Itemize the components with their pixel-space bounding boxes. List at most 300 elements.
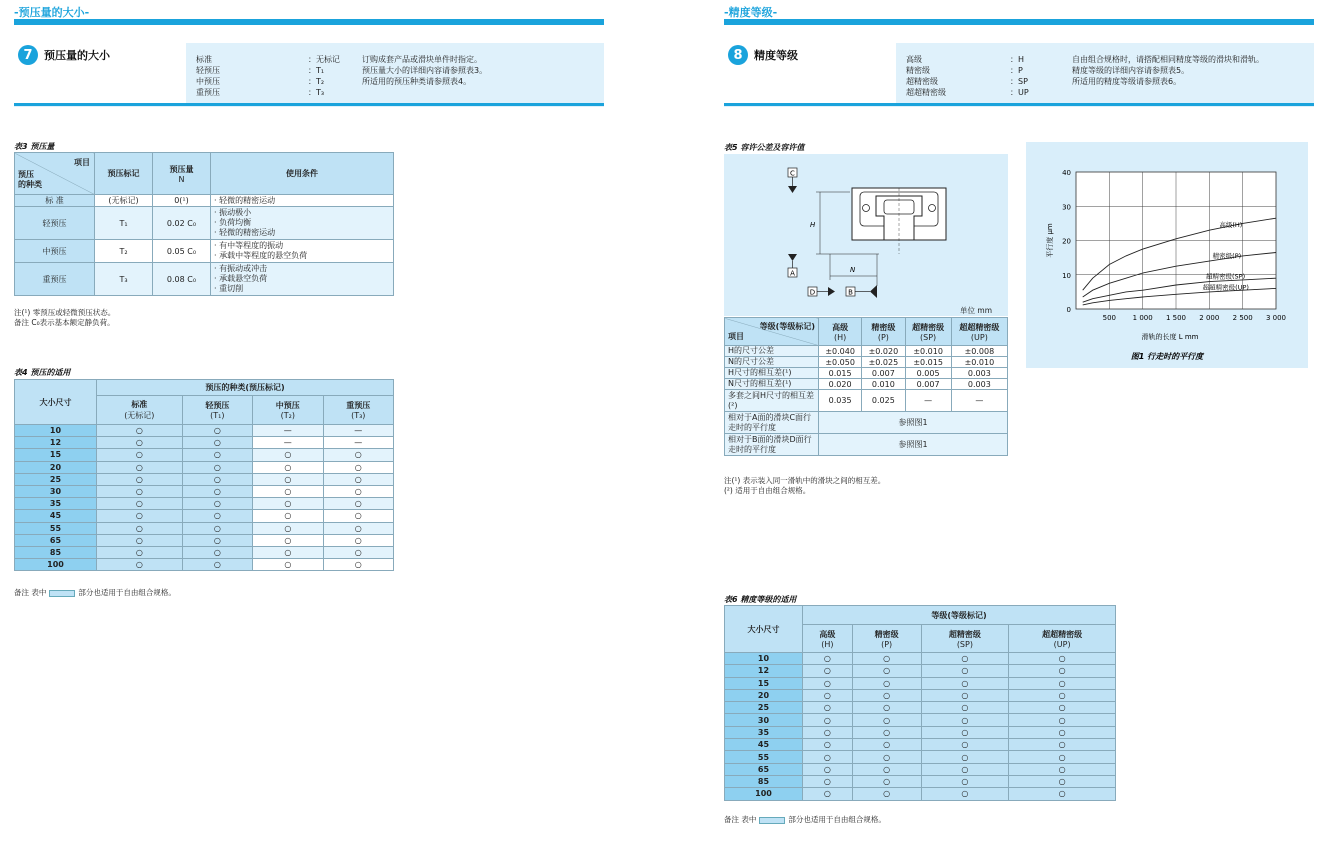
applicability-cell: ○ (1009, 739, 1116, 751)
series-label: 超精密级(SP) (1206, 272, 1246, 281)
applicability-cell: ○ (852, 775, 921, 787)
applicability-cell: ○ (97, 534, 183, 546)
applicability-cell: ○ (97, 485, 183, 497)
legend-swatch (49, 590, 75, 597)
section-number-badge: 7 (18, 45, 38, 65)
table6-title: 表6 精度等级的适用 (724, 595, 797, 604)
table-row (15, 240, 394, 263)
size-cell: 65 (725, 763, 803, 775)
tolerance-value: 0.007 (905, 379, 951, 390)
table-row (15, 510, 394, 522)
applicability-cell: ○ (1009, 702, 1116, 714)
x-tick-label: 3 000 (1265, 314, 1287, 322)
table3-cond (211, 240, 394, 263)
table5-note1: 注(¹) 表示装入同一滑轨中的滑块之间的相互差。 (724, 476, 886, 485)
applicability-cell: ○ (323, 534, 393, 546)
tolerance-value: 0.025 (862, 390, 905, 412)
col-name: 中预压 (275, 401, 300, 410)
applicability-cell: ○ (921, 726, 1009, 738)
parallelism-ref: 参照图1 (819, 434, 1008, 456)
applicability-cell: ○ (182, 461, 252, 473)
table6-col-head (852, 625, 921, 653)
table-row (725, 434, 1008, 456)
table6-col-head (803, 625, 853, 653)
applicability-cell: ○ (253, 449, 323, 461)
table3-kind: 标 准 (15, 195, 95, 207)
col-code: (SP) (956, 639, 973, 649)
table3-preload (14, 152, 394, 296)
section-underline (14, 103, 604, 106)
tolerance-value: 0.035 (819, 390, 862, 412)
table3-mark: T₂ (95, 240, 153, 263)
size-cell: 10 (15, 425, 97, 437)
table-row (725, 714, 1116, 726)
table6-head-size: 大小尺寸 (725, 606, 803, 653)
table5-corner-header (725, 318, 819, 346)
applicability-cell: ○ (921, 677, 1009, 689)
datum-c-arrow (788, 186, 797, 193)
table-row (725, 368, 1008, 379)
applicability-cell: ○ (97, 437, 183, 449)
x-tick-label: 2 000 (1199, 314, 1220, 322)
table5-note2: (²) 适用于自由组合规格。 (724, 486, 811, 495)
size-cell: 35 (725, 726, 803, 738)
applicability-cell: ○ (921, 653, 1009, 665)
tolerance-value: ±0.040 (819, 346, 862, 357)
applicability-cell: ○ (1009, 751, 1116, 763)
section-box-accuracy (724, 43, 1314, 107)
size-cell: 30 (725, 714, 803, 726)
size-cell: 65 (15, 534, 97, 546)
y-tick-label: 40 (1062, 169, 1071, 177)
applicability-cell: ○ (182, 522, 252, 534)
table5-unit: 单位 mm (960, 306, 992, 315)
applicability-cell: ○ (253, 473, 323, 485)
col-name: 超精密级 (948, 629, 981, 639)
size-cell: 85 (15, 546, 97, 558)
table3-head-mark: 预压标记 (95, 153, 153, 195)
table3-mark: (无标记) (95, 195, 153, 207)
applicability-cell: ○ (97, 510, 183, 522)
table3-amount: 0.08 C₀ (153, 263, 211, 296)
section-number-badge: 8 (728, 45, 748, 65)
remark-prefix: 备注 表中 (724, 815, 757, 824)
applicability-cell: — (323, 425, 393, 437)
datum-d-label: D (809, 288, 816, 297)
col-code: (P) (877, 332, 889, 342)
applicability-cell: ○ (921, 775, 1009, 787)
figure1-caption: 图1 行走时的平行度 (1130, 352, 1204, 361)
dim-h-label: H (810, 221, 816, 229)
x-tick-label: 1 000 (1132, 314, 1153, 322)
table-row (15, 449, 394, 461)
right-page (724, 0, 1318, 842)
tolerance-value: ±0.008 (951, 346, 1007, 357)
applicability-cell: ○ (182, 510, 252, 522)
table3-kind: 中预压 (15, 240, 95, 263)
cond-line: · 重切削 (214, 284, 244, 293)
applicability-cell: ○ (323, 546, 393, 558)
applicability-cell: ○ (323, 498, 393, 510)
table5-col-head (905, 318, 951, 346)
table5-head-grade: 等级(等级标记) (759, 322, 815, 331)
section-heading (14, 43, 186, 67)
y-axis-label: 平行度 μm (1046, 223, 1054, 258)
option-code: ：无标记 (308, 55, 340, 64)
table3-kind: 重预压 (15, 263, 95, 296)
applicability-cell: ○ (803, 739, 853, 751)
size-cell: 15 (725, 677, 803, 689)
parallelism-ref: 参照图1 (819, 412, 1008, 434)
applicability-cell: ○ (253, 534, 323, 546)
page-title: -预压量的大小- (14, 6, 90, 19)
option-name: 重预压 (196, 88, 220, 97)
tolerance-item: N的尺寸公差 (725, 357, 819, 368)
option-code: ：T₁ (308, 66, 325, 75)
x-tick-label: 2 500 (1232, 314, 1253, 322)
table4-head-group: 预压的种类(预压标记) (97, 380, 394, 396)
table5-col-head (862, 318, 905, 346)
applicability-cell: ○ (253, 498, 323, 510)
option-code: ：T₃ (308, 88, 325, 97)
col-name: 超超精密级 (1042, 629, 1083, 639)
applicability-cell: ○ (852, 751, 921, 763)
col-code: (H) (821, 639, 834, 649)
table-row (725, 357, 1008, 368)
applicability-cell: ○ (1009, 763, 1116, 775)
option-name: 超超精密级 (906, 88, 946, 97)
option-code: ：SP (1010, 77, 1028, 86)
table4-col-head (182, 396, 252, 425)
col-name: 高级 (819, 629, 836, 639)
table-row (725, 788, 1116, 800)
applicability-cell: ○ (182, 498, 252, 510)
option-list (196, 54, 622, 98)
size-cell: 85 (725, 775, 803, 787)
tolerance-item: 多套之间H尺寸的相互差(²) (725, 390, 819, 412)
size-cell: 55 (725, 751, 803, 763)
table6-accuracy-applicability (724, 605, 1116, 801)
option-code: ：H (1010, 55, 1025, 64)
datum-d-arrow (828, 287, 835, 296)
applicability-cell: ○ (182, 559, 252, 571)
x-tick-label: 500 (1102, 314, 1117, 322)
col-name: 轻预压 (205, 401, 230, 410)
tolerance-item: H的尺寸公差 (725, 346, 819, 357)
applicability-cell: ○ (852, 653, 921, 665)
option-code: ：UP (1010, 88, 1029, 97)
applicability-cell: ○ (1009, 775, 1116, 787)
option-code: ：P (1010, 66, 1023, 75)
applicability-cell: ○ (852, 763, 921, 775)
datum-a-label: A (790, 269, 795, 278)
applicability-cell: ○ (1009, 653, 1116, 665)
tolerance-value: 0.005 (905, 368, 951, 379)
series-label: 超超精密级(UP) (1202, 283, 1249, 292)
cond-line: · 承载悬空负荷 (214, 274, 268, 283)
y-tick-label: 30 (1062, 203, 1071, 212)
table-row (725, 412, 1008, 434)
tolerance-item: H尺寸的相互差(¹) (725, 368, 819, 379)
applicability-cell: ○ (921, 665, 1009, 677)
table-row (15, 546, 394, 558)
applicability-cell: ○ (97, 473, 183, 485)
figure1-panel (1026, 142, 1308, 368)
table-row (725, 689, 1116, 701)
applicability-cell: ○ (921, 751, 1009, 763)
series-label: 高级(H) (1219, 221, 1243, 230)
applicability-cell: — (323, 437, 393, 449)
series-label: 精密级(P) (1212, 252, 1242, 261)
applicability-cell: ○ (323, 559, 393, 571)
remark-suffix: 部分也适用于自由组合规格。 (78, 588, 176, 597)
applicability-cell: — (253, 425, 323, 437)
table-row (15, 263, 394, 296)
applicability-cell: ○ (182, 425, 252, 437)
applicability-cell: ○ (921, 739, 1009, 751)
cond-line: · 有振动或冲击 (214, 264, 268, 273)
left-page (14, 0, 617, 842)
size-cell: 25 (15, 473, 97, 485)
applicability-cell: ○ (1009, 665, 1116, 677)
table-row (15, 522, 394, 534)
applicability-cell: ○ (921, 763, 1009, 775)
table3-note2: 备注 C₀表示基本额定静负荷。 (14, 318, 115, 327)
col-name: 超精密级 (912, 322, 945, 332)
tolerance-value: 0.003 (951, 368, 1007, 379)
table4-head-size: 大小尺寸 (15, 380, 97, 425)
col-name: 超超精密级 (959, 322, 1000, 332)
y-tick-label: 0 (1066, 306, 1071, 314)
table-row (15, 559, 394, 571)
applicability-cell: ○ (97, 449, 183, 461)
x-axis-label: 滑轨的长度 L mm (1141, 333, 1199, 341)
y-tick-label: 20 (1062, 237, 1071, 246)
applicability-cell: ○ (803, 689, 853, 701)
table3-corner-header (15, 153, 95, 195)
table6-head-group: 等级(等级标记) (803, 606, 1116, 625)
col-name: 精密级 (871, 322, 896, 332)
linear-guide-drawing (724, 154, 1008, 316)
tolerance-value: 0.003 (951, 379, 1007, 390)
table-row (725, 379, 1008, 390)
option-desc: 精度等级的详细内容请参照表5。 (1072, 66, 1190, 75)
table3-head-unit: N (178, 174, 185, 184)
applicability-cell: ○ (803, 714, 853, 726)
table3-cond: · 轻微的精密运动 (211, 195, 394, 207)
tolerance-value: 0.015 (819, 368, 862, 379)
applicability-cell: ○ (803, 702, 853, 714)
applicability-cell: ○ (852, 714, 921, 726)
size-cell: 15 (15, 449, 97, 461)
table-row (725, 739, 1116, 751)
table-row (15, 473, 394, 485)
applicability-cell: ○ (253, 546, 323, 558)
table-row (15, 485, 394, 497)
table5-tolerance (724, 317, 1008, 456)
applicability-cell: ○ (323, 510, 393, 522)
x-tick-label: 1 500 (1165, 314, 1187, 322)
size-cell: 45 (15, 510, 97, 522)
applicability-cell: ○ (921, 702, 1009, 714)
size-cell: 35 (15, 498, 97, 510)
applicability-cell: ○ (253, 510, 323, 522)
table3-mark: T₁ (95, 207, 153, 240)
col-code: (T₃) (351, 411, 366, 420)
col-code: (无标记) (124, 411, 155, 420)
applicability-cell: ○ (1009, 726, 1116, 738)
title-bar (724, 19, 1314, 25)
option-name: 中预压 (196, 77, 220, 86)
table-row (15, 437, 394, 449)
table-row (15, 461, 394, 473)
applicability-cell: ○ (803, 751, 853, 763)
table-row (725, 751, 1116, 763)
table4-col-head (97, 396, 183, 425)
parallelism-chart (1026, 142, 1308, 368)
size-cell: 100 (725, 788, 803, 800)
col-code: (UP) (970, 332, 988, 342)
tolerance-value: 0.010 (862, 379, 905, 390)
option-name: 标准 (196, 55, 212, 64)
table-row (15, 425, 394, 437)
table3-amount: 0(¹) (153, 195, 211, 207)
size-cell: 10 (725, 653, 803, 665)
table-row (15, 534, 394, 546)
table3-head-item: 项目 (74, 158, 90, 167)
option-name: 精密级 (906, 66, 930, 75)
applicability-cell: ○ (803, 677, 853, 689)
guide-drawing-panel (724, 154, 1008, 316)
applicability-cell: ○ (97, 522, 183, 534)
applicability-cell: ○ (97, 546, 183, 558)
datum-b-arrow (870, 285, 877, 298)
table-row (725, 346, 1008, 357)
size-cell: 30 (15, 485, 97, 497)
table3-cond (211, 207, 394, 240)
table4-preload-applicability (14, 379, 394, 571)
size-cell: 12 (725, 665, 803, 677)
table3-amount: 0.05 C₀ (153, 240, 211, 263)
table3-head-condition: 使用条件 (211, 153, 394, 195)
cond-line: · 负荷均衡 (214, 218, 252, 227)
applicability-cell: ○ (803, 726, 853, 738)
col-name: 高级 (832, 322, 849, 332)
applicability-cell: ○ (253, 485, 323, 497)
cond-line: · 振动极小 (214, 208, 252, 217)
table-row (725, 665, 1116, 677)
applicability-cell: ○ (921, 714, 1009, 726)
tolerance-value: ±0.010 (951, 357, 1007, 368)
applicability-cell: ○ (803, 653, 853, 665)
option-list (906, 54, 1318, 98)
table3-head-amount (153, 153, 211, 195)
applicability-cell: ○ (323, 449, 393, 461)
section-box-preload (14, 43, 604, 107)
size-cell: 12 (15, 437, 97, 449)
table3-title: 表3 预压量 (14, 142, 55, 151)
applicability-cell: ○ (803, 763, 853, 775)
table-row (15, 195, 394, 207)
col-code: (UP) (1053, 639, 1071, 649)
tolerance-value: ±0.015 (905, 357, 951, 368)
table4-col-head (253, 396, 323, 425)
option-desc: 订购成套产品或滑块单件时指定。 (362, 55, 482, 64)
page-title: -精度等级- (724, 6, 778, 19)
table6-col-head (1009, 625, 1116, 653)
col-name: 精密级 (874, 629, 899, 639)
applicability-cell: ○ (253, 522, 323, 534)
applicability-cell: ○ (852, 788, 921, 800)
applicability-cell: ○ (852, 726, 921, 738)
applicability-cell: ○ (1009, 714, 1116, 726)
option-name: 轻预压 (196, 66, 220, 75)
section-title: 精度等级 (754, 49, 798, 62)
table3-head-kind: 预压 的种类 (18, 170, 42, 189)
applicability-cell: ○ (253, 559, 323, 571)
table5-title: 表5 容许公差及容许值 (724, 143, 805, 152)
table4-remark (14, 588, 176, 598)
col-code: (SP) (920, 332, 937, 342)
applicability-cell: ○ (803, 788, 853, 800)
parallelism-item: 相对于A面的滑块C面行走时的平行度 (725, 412, 819, 434)
option-desc (362, 87, 622, 98)
option-desc (1072, 87, 1318, 98)
legend-swatch (759, 817, 785, 824)
tolerance-value: 0.020 (819, 379, 862, 390)
applicability-cell: ○ (253, 461, 323, 473)
applicability-cell: ○ (182, 534, 252, 546)
section-underline (724, 103, 1314, 106)
size-cell: 20 (15, 461, 97, 473)
remark-prefix: 备注 表中 (14, 588, 47, 597)
applicability-cell: ○ (921, 689, 1009, 701)
dim-n-label: N (850, 266, 856, 274)
table5-col-head (819, 318, 862, 346)
tolerance-value: ±0.025 (862, 357, 905, 368)
col-code: (P) (881, 639, 893, 649)
tolerance-value: — (905, 390, 951, 412)
applicability-cell: — (253, 437, 323, 449)
size-cell: 20 (725, 689, 803, 701)
applicability-cell: ○ (182, 546, 252, 558)
table-row (725, 763, 1116, 775)
applicability-cell: ○ (852, 665, 921, 677)
section-heading (724, 43, 896, 67)
cond-line: · 承载中等程度的悬空负荷 (214, 251, 308, 260)
option-desc: 所适用的精度等级请参照表6。 (1072, 77, 1182, 86)
applicability-cell: ○ (1009, 788, 1116, 800)
tolerance-value: 0.007 (862, 368, 905, 379)
tolerance-value: — (951, 390, 1007, 412)
table-row (725, 726, 1116, 738)
remark-suffix: 部分也适用于自由组合规格。 (788, 815, 886, 824)
option-desc: 预压量大小的详细内容请参照表3。 (362, 66, 488, 75)
table5-head-item: 项目 (728, 332, 744, 341)
table6-col-head (921, 625, 1009, 653)
table3-mark: T₃ (95, 263, 153, 296)
option-name: 高级 (906, 55, 922, 64)
applicability-cell: ○ (1009, 677, 1116, 689)
applicability-cell: ○ (182, 437, 252, 449)
table-row (725, 677, 1116, 689)
applicability-cell: ○ (852, 739, 921, 751)
size-cell: 45 (725, 739, 803, 751)
applicability-cell: ○ (323, 461, 393, 473)
table-row (15, 498, 394, 510)
applicability-cell: ○ (1009, 689, 1116, 701)
applicability-cell: ○ (182, 485, 252, 497)
